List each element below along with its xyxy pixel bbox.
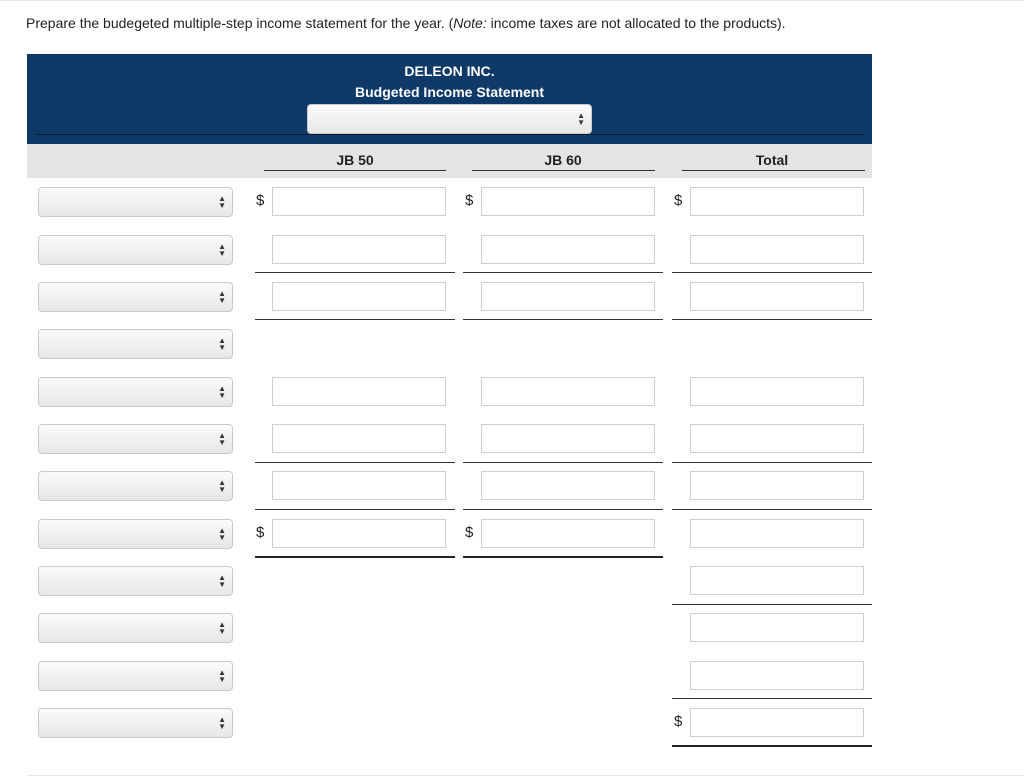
total-input-row-9[interactable] (690, 566, 864, 595)
up-down-arrows-icon: ▲ ▼ (218, 289, 226, 305)
period-select[interactable] (307, 104, 592, 134)
jb60-input-row-6[interactable] (481, 424, 655, 453)
jb50-input-row-6[interactable] (272, 424, 446, 453)
up-down-arrows-icon: ▲ ▼ (218, 384, 226, 400)
double-underline (463, 556, 663, 558)
up-down-arrows-icon: ▲ ▼ (218, 526, 226, 542)
up-down-arrows-icon: ▲ ▼ (577, 111, 585, 127)
total-input-row-2[interactable] (690, 235, 864, 264)
total-input-row-7[interactable] (690, 471, 864, 500)
row-label-select-6[interactable] (38, 424, 233, 454)
company-name: DELEON INC. (404, 63, 495, 79)
double-underline (672, 745, 872, 747)
column-header-underline (472, 170, 655, 171)
total-input-row-5[interactable] (690, 377, 864, 406)
up-down-arrows-icon: ▲ ▼ (218, 194, 226, 210)
instruction-text (26, 15, 786, 31)
up-down-arrows-icon: ▲ ▼ (218, 668, 226, 684)
up-down-arrows-icon: ▲ ▼ (218, 431, 226, 447)
subtotal-rule (463, 272, 663, 273)
jb60-input-row-8[interactable] (481, 519, 655, 548)
up-down-arrows-icon: ▲ ▼ (218, 620, 226, 636)
statement-header (27, 54, 872, 144)
subtotal-rule (672, 509, 872, 510)
subtotal-rule (255, 462, 455, 463)
row-label-select-7[interactable] (38, 471, 233, 501)
row-label-select-4[interactable] (38, 329, 233, 359)
subtotal-rule (463, 319, 663, 320)
jb60-input-row-5[interactable] (481, 377, 655, 406)
statement-title: Budgeted Income Statement (354, 84, 545, 100)
instruction-note-label: Note: (453, 15, 487, 31)
row-label-select-8[interactable] (38, 519, 233, 549)
row-label-select-12[interactable] (38, 708, 233, 738)
row-label-select-1[interactable] (38, 187, 233, 217)
row-label-select-9[interactable] (38, 566, 233, 596)
jb60-input-row-7[interactable] (481, 471, 655, 500)
up-down-arrows-icon: ▲ ▼ (218, 478, 226, 494)
up-down-arrows-icon: ▲ ▼ (218, 242, 226, 258)
total-input-row-12[interactable] (690, 708, 864, 737)
row-label-select-5[interactable] (38, 377, 233, 407)
instruction-prefix: Prepare the budegeted multiple-step income statement for the year. ( (26, 15, 454, 31)
jb60-input-row-2[interactable] (481, 235, 655, 264)
column-header-underline (264, 170, 446, 171)
subtotal-rule (672, 462, 872, 463)
subtotal-rule (255, 509, 455, 510)
total-input-row-8[interactable] (690, 519, 864, 548)
up-down-arrows-icon: ▲ ▼ (218, 715, 226, 731)
row-label-select-3[interactable] (38, 282, 233, 312)
row-label-select-2[interactable] (38, 235, 233, 265)
total-input-row-1[interactable] (690, 187, 864, 216)
jb50-input-row-5[interactable] (272, 377, 446, 406)
subtotal-rule (255, 272, 455, 273)
double-underline (255, 556, 455, 558)
dollar-sign: $ (256, 524, 265, 541)
subtotal-rule (672, 272, 872, 273)
instruction-suffix: income taxes are not allocated to the products). (486, 15, 786, 31)
jb50-input-row-3[interactable] (272, 282, 446, 311)
column-header-total: Total (755, 152, 789, 168)
total-input-row-3[interactable] (690, 282, 864, 311)
jb50-input-row-7[interactable] (272, 471, 446, 500)
jb60-input-row-3[interactable] (481, 282, 655, 311)
subtotal-rule (463, 462, 663, 463)
up-down-arrows-icon: ▲ ▼ (218, 336, 226, 352)
row-label-select-10[interactable] (38, 613, 233, 643)
header-divider (35, 134, 864, 135)
up-down-arrows-icon: ▲ ▼ (218, 573, 226, 589)
subtotal-rule (672, 698, 872, 699)
column-header-jb50: JB 50 (336, 152, 374, 168)
dollar-sign: $ (674, 713, 683, 730)
dollar-sign: $ (465, 192, 474, 209)
subtotal-rule (463, 509, 663, 510)
column-header-jb60: JB 60 (544, 152, 582, 168)
dollar-sign: $ (465, 524, 474, 541)
total-input-row-6[interactable] (690, 424, 864, 453)
jb60-input-row-1[interactable] (481, 187, 655, 216)
row-label-select-11[interactable] (38, 661, 233, 691)
top-divider (0, 0, 1024, 1)
subtotal-rule (672, 604, 872, 605)
column-header-underline (682, 170, 865, 171)
subtotal-rule (672, 319, 872, 320)
total-input-row-11[interactable] (690, 661, 864, 690)
subtotal-rule (255, 319, 455, 320)
dollar-sign: $ (674, 192, 683, 209)
total-input-row-10[interactable] (690, 613, 864, 642)
bottom-divider (27, 775, 1024, 776)
dollar-sign: $ (256, 192, 265, 209)
jb50-input-row-2[interactable] (272, 235, 446, 264)
jb50-input-row-8[interactable] (272, 519, 446, 548)
jb50-input-row-1[interactable] (272, 187, 446, 216)
